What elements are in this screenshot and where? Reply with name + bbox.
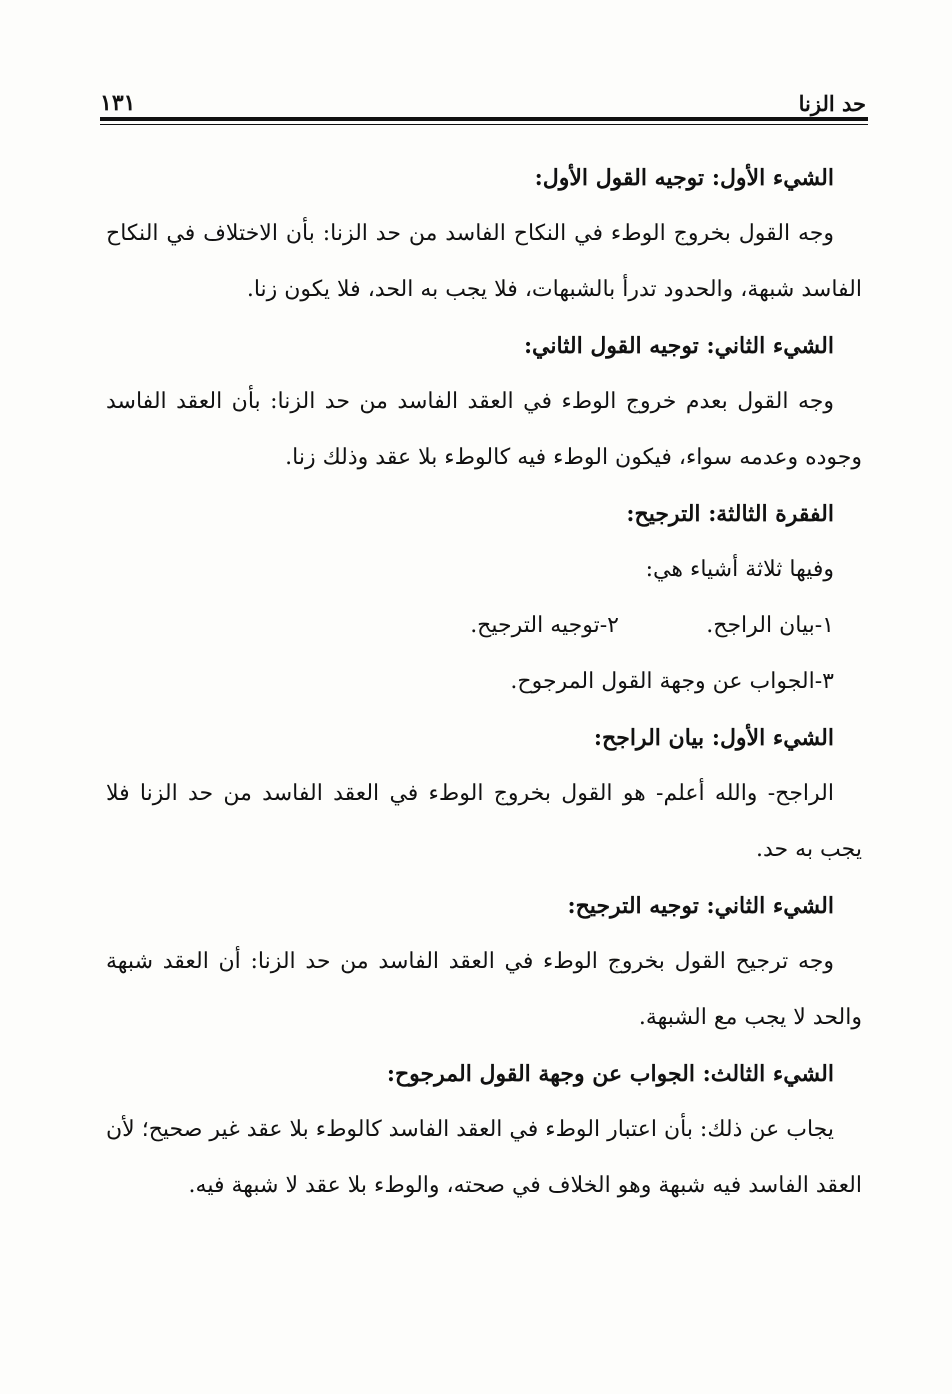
section-heading: الشيء الثاني: توجيه القول الثاني:	[523, 333, 834, 359]
paragraph: يجاب عن ذلك: بأن اعتبار الوطء في العقد الفاسد كالوطء بلا عقد غير صحيح؛ لأن العقد الفاسد فيه شبهة وهو الخلاف في صحته، والوطء بلا عقد لا شبهة فيه.	[106, 1117, 862, 1198]
header-rule-thin	[100, 124, 868, 125]
paragraph: الراجح- والله أعلم- هو القول بخروج الوطء في العقد الفاسد من حد الزنا فلا يجب به حد.	[106, 781, 862, 862]
header-rule-thick	[100, 117, 868, 121]
list-item: ٣-الجواب عن وجهة القول المرجوح.	[510, 669, 834, 694]
page-body	[106, 150, 862, 1214]
paragraph: وجه القول بخروج الوطء في النكاح الفاسد من حد الزنا: بأن الاختلاف في النكاح الفاسد شبهة، والحدود تدرأ بالشبهات، فلا يجب به الحد، فلا يكون زنا.	[106, 221, 862, 302]
list-item: ١-بيان الراجح.	[706, 613, 834, 638]
paragraph: وجه ترجيح القول بخروج الوطء في العقد الفاسد من حد الزنا: أن العقد شبهة والحد لا يجب مع الشبهة.	[106, 949, 862, 1030]
page-header	[100, 82, 866, 116]
list-intro: وفيها ثلاثة أشياء هي:	[645, 557, 834, 582]
section-heading: الشيء الأول: بيان الراجح:	[593, 725, 834, 751]
list-item: ٢-توجيه الترجيح.	[470, 613, 619, 638]
section-heading: الفقرة الثالثة: الترجيح:	[626, 501, 834, 527]
page-number: ١٣١	[100, 90, 136, 116]
paragraph: وجه القول بعدم خروج الوطء في العقد الفاسد من حد الزنا: بأن العقد الفاسد وجوده وعدمه سواء، فيكون الوطء فيه كالوطء بلا عقد وذلك زنا.	[106, 389, 862, 470]
running-title: حد الزنا	[798, 91, 866, 116]
section-heading: الشيء الثاني: توجيه الترجيح:	[567, 893, 834, 919]
section-heading: الشيء الأول: توجيه القول الأول:	[534, 165, 834, 191]
numbered-list-row	[106, 598, 862, 654]
section-heading: الشيء الثالث: الجواب عن وجهة القول المرجوح:	[386, 1061, 834, 1087]
